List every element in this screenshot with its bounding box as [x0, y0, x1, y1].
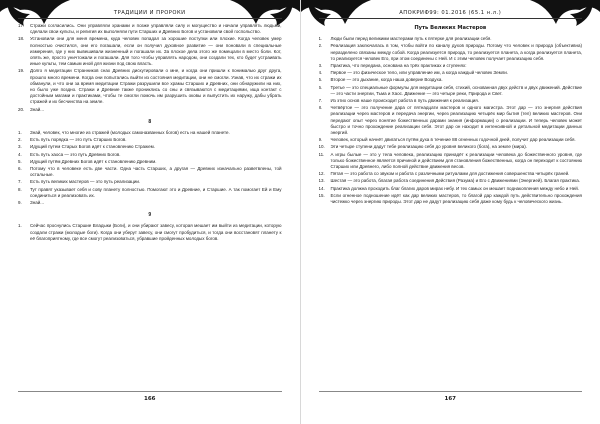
item-number: 1.	[318, 36, 323, 42]
item-number: 1.	[18, 130, 22, 136]
item-text: Идущий путем Старых Богов идёт к становлению Стражем.	[30, 144, 155, 150]
item-number: 2.	[318, 43, 323, 49]
right-page	[301, 0, 600, 424]
list-item	[18, 144, 282, 150]
list-item	[319, 193, 583, 205]
item-text: Потому что в человеке есть две части. Одна часть Старших, а другая — Древних изначально разветвлены, той остальные.	[30, 166, 282, 178]
item-number: 11.	[318, 151, 325, 157]
item-text: Эти четыре ступени дадут тебе реализацию себя до уровня великого (бога), на земле (мира).	[330, 144, 527, 150]
section-number: 8	[148, 118, 152, 125]
footer-rule	[18, 391, 282, 392]
item-number: 6.	[18, 166, 22, 172]
list-item	[319, 43, 583, 62]
footer-rule	[319, 391, 583, 392]
list-item	[18, 179, 282, 185]
numbered-list	[18, 223, 282, 242]
page-number: 167	[444, 396, 456, 402]
list-item	[18, 187, 282, 199]
item-number: 20.	[18, 106, 25, 112]
running-head: АПОКРИФ99: 01.2016 (65.1 н.л.)	[399, 10, 502, 16]
item-text: Знай...	[30, 200, 44, 206]
item-number: 3.	[318, 63, 323, 69]
list-item	[18, 223, 282, 242]
list-item	[319, 85, 583, 97]
list-item	[319, 137, 583, 143]
item-text: Четвёртое — это получение дара от пятнадцати мастеров и одного магистра. Этот дар — это энергия действия реализации через мастеров и передача энергии, через реализацию четырёх мир бытия (тел) великих мастеров. Они передают опыт через понятие божественных дарами знания (информации) о реализации. И теперь человек может быстро и точно прохождение реализации себя. Этот дар он находит в интенсивной и детальной медитации данных энергий.	[330, 105, 582, 136]
list-item	[18, 107, 282, 113]
running-head: ТРАДИЦИИ И ПРОРОКИ	[113, 10, 186, 16]
item-text: Человек, который начнёт двигаться путём духа в течение 88 огненных годочной дней, получит дар реализации себя.	[330, 137, 576, 143]
item-number: 4.	[318, 70, 323, 76]
item-number: 10.	[318, 144, 325, 150]
list-item	[18, 152, 282, 158]
page-number: 166	[144, 396, 156, 402]
item-number: 9.	[318, 137, 323, 143]
item-text: Знай...	[30, 106, 44, 112]
list-item	[319, 105, 583, 136]
list-item	[319, 171, 583, 177]
list-item	[319, 77, 583, 83]
item-number: 6.	[318, 84, 323, 90]
list-item	[18, 36, 282, 67]
item-text: Тут правят указывает себя и сову планету полностью. Помогают это и Древние, и Старшие. А так помогает Ей и Ему соединиться и реализовать их.	[30, 186, 282, 198]
item-number: 13.	[318, 178, 325, 184]
list-item	[18, 137, 282, 143]
item-number: 9.	[18, 200, 22, 206]
item-number: 7.	[18, 179, 22, 185]
section-number: 9	[148, 212, 152, 219]
left-page-content	[18, 23, 282, 394]
item-text: Есть путь порядка — это путь Старших Богов.	[30, 137, 127, 143]
item-number: 12.	[318, 171, 325, 177]
item-text: Из этих основ наше происходит работа в путь движения к реализация.	[330, 98, 479, 104]
item-text: Долго я медитации Странников снах Древних дискутировали о мне, и когда они пришли к понималью друг друга, прошло много времени. Когда они попытались выйти из состояния медитации, они не смогли. Узнав, что их стражи их обманули, и что они за время медитации Стражи разрушили все храмы Старших и Древних, они обнаружили на них, но было уже поздно. Стражи и Древние также прониклись со сны и связываются с медитациями, ища контакт с достойным магами и практиками, чтобы те смогли помочь им разрушить оковы и выпустить их наружу, дабы убрать стражей и их бесчинства на земле.	[30, 68, 282, 105]
item-text: Реализация заключалась в том, чтобы войти по каналу духов природы. Потому что человек и природа (объективна) неразделено связаны между собой. Когда реализуется природа, то реализуется планета, а когда реализуется планета, то реализуется человек Его, при этом соединены с Ней. И с этим человек получает реализацию себя.	[330, 43, 582, 61]
item-number: 7.	[318, 98, 323, 104]
item-text: А игры былые — это у тела человека, реализацию принадёт к реализации человека до божественного уровня, где только божественное является причиной и действием для становления божественных, когда он переходит к состоянию Старших или Древнего, либо полной действие движения весов.	[330, 151, 582, 170]
numbered-list	[18, 130, 282, 206]
list-item	[18, 68, 282, 105]
item-number: 18.	[18, 36, 25, 42]
list-item	[319, 63, 583, 69]
list-item	[319, 36, 583, 42]
item-text: Есть путь великих мастеров — это путь реализации.	[30, 179, 141, 185]
item-number: 8.	[18, 186, 22, 192]
item-text: Знай, человек, что многие из стражей (молодых самоназванных богов) есть на нашей планете.	[30, 130, 230, 136]
item-text: Установили они для меня времена, куда человек попадал за хорошие поступки или плохие. Когда человек умер полностью очистился, они его погашали, если он получил духовное развитие — они поновали в специальные измерения, где у них вывешивали жизненный и погашали их. За плохое дела этого же помещали в место боли. Кот, опять же, просто уничтожали и погашали. Для того чтобы управлять народом, они создали тех, кто будет устраивать иные культы, тем самым иной для жизни под свою власть.	[30, 36, 282, 67]
item-number: 19.	[18, 68, 25, 74]
header-rule	[18, 18, 282, 19]
item-text: Есть путь хаоса — это путь Древних Богов.	[30, 151, 121, 157]
list-item	[319, 178, 583, 184]
item-text: Пятая — это работа со звуком и работа с различными ритуалами для достижения совершенства четырёх граней.	[330, 171, 570, 177]
item-text: Шестая — это работа, благая работа соединения Действия (Разума) и Его с Движениями (Энергией). Благая практика.	[330, 178, 580, 184]
list-item	[18, 166, 282, 178]
header-rule	[319, 18, 583, 19]
item-text: Практика, что передана, основана на трёх практиках и ступенях:	[330, 63, 467, 69]
list-item	[319, 144, 583, 150]
item-text: Идущий путём Древних Богов идёт к становлению Древним.	[30, 158, 157, 164]
item-number: 15.	[318, 192, 325, 198]
list-item	[18, 130, 282, 136]
item-number: 5.	[318, 77, 323, 83]
list-item	[18, 200, 282, 206]
item-number: 17.	[18, 23, 25, 28]
list-item	[319, 186, 583, 192]
chapter-title: Путь Великих Мастеров	[414, 25, 487, 31]
item-text: Стражи согласились. Они управляли хранами и позже управляли силу и могущество и начали управлять людьми, сделали свои культы, и религия их выполняли пути Старших и Древних Богов и установили свой госпольство.	[30, 23, 282, 35]
list-item	[18, 159, 282, 165]
item-number: 1.	[18, 223, 22, 229]
right-page-content	[319, 23, 583, 394]
list-item	[18, 23, 282, 35]
item-number: 2.	[18, 137, 22, 143]
item-text: Второе — это дыхание, когда наша доверие Воздуха.	[330, 77, 443, 83]
item-text: Если огненное подношение идёт как дар великих мастеров, то благой дар каждой путь действительно прохождения чистежко через энергию природы. Этот дар не дадут реализацию себя даже кому будь к человеческого жизнь.	[330, 192, 582, 205]
item-text: Люди были перед великими мастерами путь к пятерке для реализации себя.	[330, 36, 492, 42]
item-text: Практика должна проходить благ благих даров мирах небу. И тех самых он мешает поднакопления между небо и Ней.	[330, 185, 580, 191]
item-number: 5.	[18, 158, 22, 164]
numbered-list	[319, 36, 583, 205]
numbered-list	[18, 23, 282, 113]
item-number: 14.	[318, 185, 325, 191]
item-number: 3.	[18, 144, 22, 150]
item-text: Сейчас проснулись Старшие Владыки (Боги), и они убирают завесу, которая мешает им выйти из медитации, которую создали стражи (молодые боги). Когда они уберут завесу, они смогут пробудиться, и тогда они восстановят планету к её благоприятному, где все смогут реализоваться, убравшие пройденных молодых богов.	[30, 223, 282, 241]
item-text: Первое — это физическое тело, или управление им, а когда каждый человек Земли.	[330, 70, 509, 76]
item-number: 4.	[18, 151, 22, 157]
item-text: Третье — это специальные формулы для медитации себя, стихий, основанная двух действ и двух движений. Действие — это части энергии, Тьма и Хаос. Движение — это четыре реки, Природа и Свет.	[330, 84, 582, 96]
list-item	[319, 152, 583, 171]
item-number: 8.	[318, 105, 323, 111]
list-item	[319, 70, 583, 76]
list-item	[319, 98, 583, 104]
